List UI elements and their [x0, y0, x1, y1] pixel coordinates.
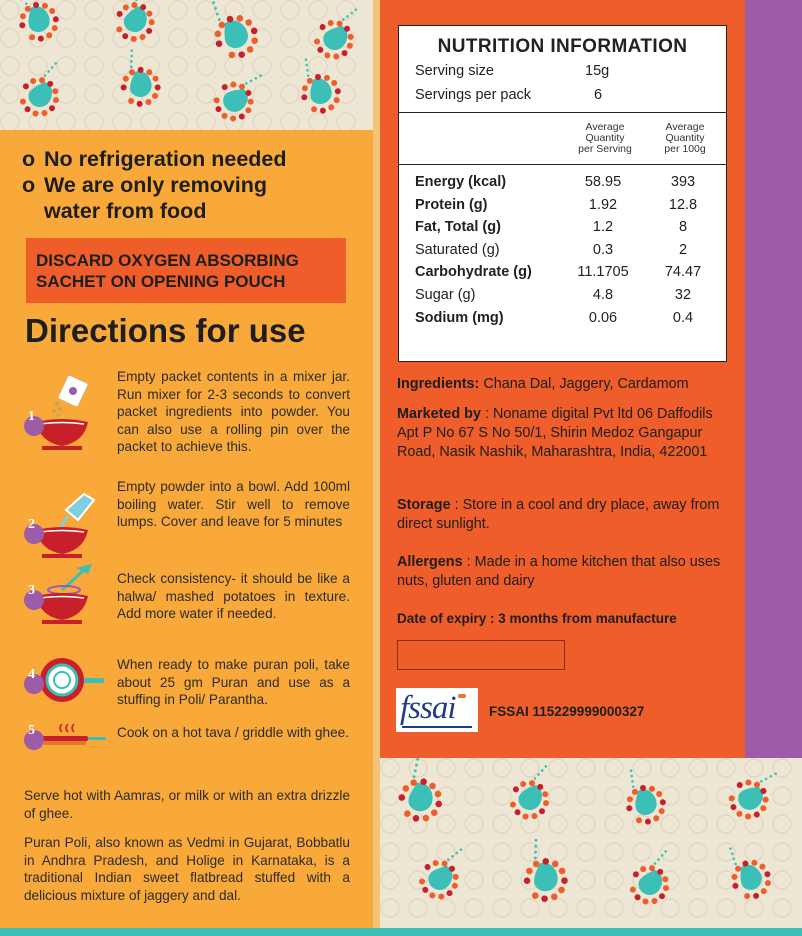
- per-serving-value: 11.1705: [577, 264, 629, 281]
- step-text: Empty powder into a bowl. Add 100ml boiling water. Stir well to remove lumps. Cover and leave for 5 minutes: [117, 479, 350, 529]
- per-100g-value: 2: [678, 241, 688, 258]
- nutrient-label: Sugar (g): [415, 287, 476, 303]
- per-serving-value: 0.3: [592, 241, 614, 258]
- step-number: 1: [28, 409, 35, 424]
- column-header-per-serving: [565, 122, 645, 155]
- header-line: per Serving: [578, 143, 632, 155]
- allergens-block: [397, 553, 732, 591]
- bullet-text: No refrigeration needed: [44, 147, 287, 171]
- servings-row: [415, 87, 603, 103]
- bullet-item: [22, 172, 362, 224]
- serving-size-row: [415, 63, 610, 79]
- bottom-teal-strip: [0, 928, 802, 936]
- bullet-item: [22, 146, 362, 172]
- ingredients-text: Chana Dal, Jaggery, Cardamom: [479, 376, 689, 392]
- allergens-label: Allergens: [397, 554, 463, 570]
- directions-title: Directions for use: [25, 312, 306, 349]
- step-text: Empty packet contents in a mixer jar. Run mixer for 2-3 seconds to convert packet ingredients into powder. You can also use a rolling pin over the packet to achieve this.: [117, 369, 350, 454]
- nutrient-label: Saturated (g): [415, 241, 500, 258]
- per-100g-value: 393: [670, 174, 696, 190]
- allergens-text: : Made in a home kitchen that also uses nuts, gluten and dairy: [397, 554, 721, 589]
- marketed-text: : Noname digital Pvt ltd 06 Daffodils Apt P No 67 S No 50/1, Shirin Medoz Gangapur Road, Nasik Nashik, Maharashtra, India, 422001: [397, 406, 713, 460]
- bowl-pour-water-icon: [22, 490, 108, 566]
- bullet-text: We are only removing water from food: [44, 173, 268, 223]
- about-text: Puran Poli, also known as Vedmi in Gujarat, Bobbatlu in Andhra Pradesh, and Holige in Karnataka, is a traditional Indian sweet flatbread stuffed with a delicious mixture of jaggery and dal.: [24, 835, 350, 903]
- fssai-logo: [396, 688, 478, 732]
- expiry-text: Date of expiry : 3 months from manufacture: [397, 611, 677, 626]
- nutrient-label: Protein (g): [415, 196, 488, 213]
- per-serving-value: 4.8: [592, 287, 614, 303]
- nutrient-label: Sodium (mg): [415, 309, 504, 326]
- paisley-pattern-icon: [380, 758, 802, 928]
- nutrition-row: [415, 242, 720, 264]
- bowl-stir-icon: [22, 562, 108, 638]
- step-text: Cook on a hot tava / griddle with ghee.: [117, 725, 349, 740]
- storage-block: [397, 496, 732, 534]
- step-number: 3: [28, 583, 35, 598]
- header-line: Average: [585, 121, 625, 133]
- servings-value: 6: [594, 87, 603, 103]
- paisley-pattern-icon: [0, 0, 373, 130]
- divider: [399, 164, 726, 165]
- mixer-jar-packet-icon: [22, 376, 108, 452]
- nutrition-row: [415, 264, 720, 286]
- per-serving-value: 1.2: [592, 219, 614, 236]
- bullet-marker: o: [22, 147, 36, 171]
- discard-line-2: SACHET ON OPENING POUCH: [36, 272, 286, 291]
- bottom-right-pattern: [380, 758, 802, 928]
- purple-strip: [745, 0, 802, 758]
- divider: [399, 112, 726, 113]
- per-100g-value: 12.8: [668, 196, 698, 213]
- marketed-label: Marketed by: [397, 406, 481, 422]
- nutrition-row: [415, 310, 720, 332]
- fssai-logo-underline: [402, 726, 472, 728]
- bullet-marker: o: [22, 173, 36, 197]
- fssai-number: FSSAI 115229999000327: [489, 704, 645, 719]
- step-text: Check consistency- it should be like a halwa/ mashed potatoes in texture. Add more water if needed.: [117, 571, 350, 621]
- nutrient-label: Carbohydrate (g): [415, 264, 532, 281]
- serve-text: Serve hot with Aamras, or milk or with an extra drizzle of ghee.: [24, 788, 350, 821]
- header-line: per 100g: [664, 143, 706, 155]
- per-100g-value: 74.47: [664, 264, 702, 281]
- hot-tava-icon: [22, 710, 108, 786]
- storage-label: Storage: [397, 497, 451, 513]
- ingredients-block: [397, 375, 732, 394]
- discard-warning: [26, 238, 346, 303]
- nutrition-row: [415, 219, 720, 241]
- servings-label: Servings per pack: [415, 87, 532, 103]
- nutrition-panel: [398, 25, 727, 362]
- step-number: 4: [28, 667, 35, 682]
- marketed-block: [397, 405, 727, 462]
- nutrition-row: [415, 287, 720, 309]
- per-100g-value: 32: [674, 287, 692, 303]
- fssai-logo-dot: [458, 694, 466, 698]
- top-left-pattern: [0, 0, 373, 130]
- per-100g-value: 8: [678, 219, 688, 236]
- nutrient-label: Energy (kcal): [415, 174, 507, 190]
- nutrient-label: Fat, Total (g): [415, 219, 501, 236]
- discard-line-1: DISCARD OXYGEN ABSORBING: [36, 251, 299, 270]
- step-number: 2: [28, 517, 35, 532]
- header-line: Quantity: [585, 132, 625, 144]
- nutrition-title: NUTRITION INFORMATION: [437, 36, 688, 57]
- nutrition-row: [415, 174, 720, 196]
- serving-size-value: 15g: [585, 63, 610, 79]
- nutrition-row: [415, 197, 720, 219]
- expiry-date-box: [397, 640, 565, 670]
- column-header-per-100g: [645, 122, 725, 155]
- ingredients-label: Ingredients:: [397, 376, 480, 392]
- per-serving-value: 0.06: [588, 309, 618, 326]
- step-number: 5: [28, 723, 35, 738]
- step-text: When ready to make puran poli, take about 25 gm Puran and use as a stuffing in Poli/ Parantha.: [117, 657, 350, 707]
- fssai-logo-text: fssai: [400, 690, 456, 726]
- header-line: Quantity: [665, 132, 705, 144]
- per-100g-value: 0.4: [672, 309, 694, 326]
- per-serving-value: 1.92: [588, 196, 618, 213]
- per-serving-value: 58.95: [584, 174, 622, 190]
- serving-size-label: Serving size: [415, 63, 494, 79]
- divider-strip: [373, 0, 380, 928]
- storage-text: : Store in a cool and dry place, away from direct sunlight.: [397, 497, 720, 532]
- header-line: Average: [665, 121, 705, 133]
- poli-stuffing-icon: [22, 640, 108, 716]
- feature-bullets: [22, 146, 362, 224]
